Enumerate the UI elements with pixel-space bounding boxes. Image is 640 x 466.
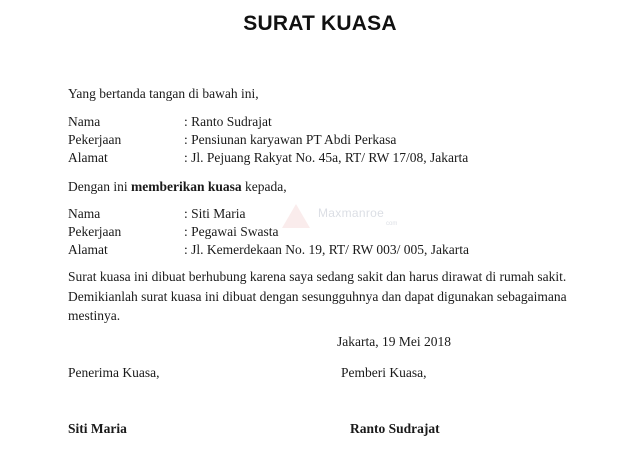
grantee-address-label: Alamat (68, 242, 108, 257)
grantee-name-value: : Siti Maria (184, 206, 246, 221)
grantor-address-label: Alamat (68, 150, 108, 165)
recipient-signature-name: Siti Maria (68, 421, 127, 436)
grantee-job-label: Pekerjaan (68, 224, 122, 239)
grant-suffix: kepada, (241, 179, 287, 194)
grantee-name-label: Nama (68, 206, 101, 221)
recipient-role: Penerima Kuasa, (68, 365, 160, 380)
grantor-job-label: Pekerjaan (68, 132, 122, 147)
place-date: Jakarta, 19 Mei 2018 (337, 334, 451, 349)
grantor-job-value: : Pensiunan karyawan PT Abdi Perkasa (184, 132, 397, 147)
grant-statement (68, 180, 287, 194)
grant-bold: memberikan kuasa (131, 179, 242, 194)
body-line: Demikianlah surat kuasa ini dibuat dengan sesungguhnya dan dapat digunakan sebagaimana (68, 289, 567, 304)
grantor-address-value: : Jl. Pejuang Rakyat No. 45a, RT/ RW 17/08, Jakarta (184, 150, 469, 165)
grantor-name-value: : Ranto Sudrajat (184, 114, 272, 129)
grantor-name-label: Nama (68, 114, 101, 129)
watermark-triangle-icon (282, 204, 310, 228)
grantor-signature-name: Ranto Sudrajat (350, 421, 440, 436)
grantee-job-value: : Pegawai Swasta (184, 224, 279, 239)
body-line: Surat kuasa ini dibuat berhubung karena saya sedang sakit dan harus dirawat di rumah sakit. (68, 269, 567, 284)
watermark-text: Maxmanroe (318, 206, 385, 220)
grantor-role: Pemberi Kuasa, (341, 365, 427, 380)
grantee-address-value: : Jl. Kemerdekaan No. 19, RT/ RW 003/ 005, Jakarta (184, 242, 470, 257)
document-title: SURAT KUASA (243, 12, 397, 35)
grant-prefix: Dengan ini (68, 179, 131, 194)
body-line: mestinya. (68, 308, 121, 323)
watermark-logo (282, 204, 412, 232)
intro-text: Yang bertanda tangan di bawah ini, (68, 86, 259, 101)
watermark-sub: com (386, 221, 398, 227)
